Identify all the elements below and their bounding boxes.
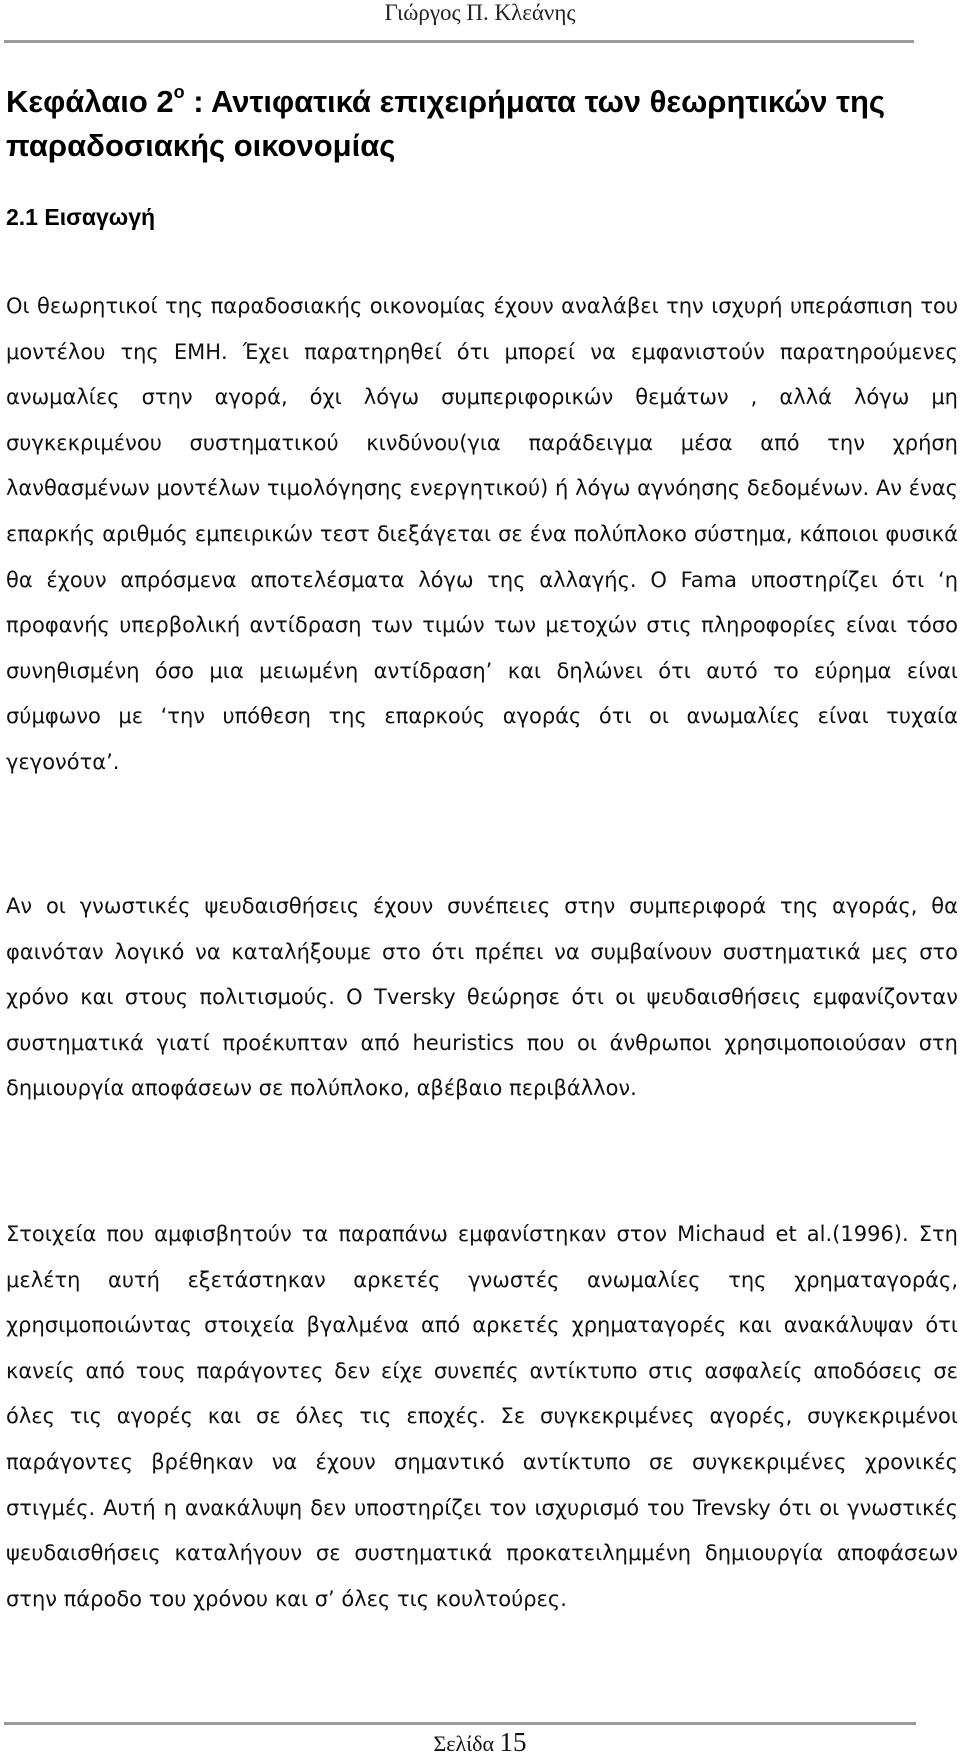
page-number: 15 <box>499 1727 527 1757</box>
running-header-author: Γιώργος Π. Κλεάνης <box>384 0 576 25</box>
chapter-title <box>6 80 916 168</box>
chapter-number-superscript: ο <box>173 82 185 102</box>
chapter-title-text: : Αντιφατικά επιχειρήματα των θεωρητικών της παραδοσιακής οικονομίας <box>6 84 886 163</box>
header-divider <box>4 40 914 43</box>
page-label: Σελίδα <box>433 1731 495 1756</box>
body-paragraph-2: Αν οι γνωστικές ψευδαισθήσεις έχουν συνέπειες στην συμπεριφορά της αγοράς, θα φαινόταν λογικό να καταλήξουμε στο ότι πρέπει να συμβαίνουν συστηματικά μες στο χρόνο και στους πολιτισμούς. Ο Tversky θεώρησε ότι οι ψευδαισθήσεις εμφανίζονταν συστηματικά γιατί προέκυπταν από heuristics που οι άνθρωποι χρησιμοποιούσαν στη δημιουργία αποφάσεων σε πολύπλοκο, αβέβαιο περιβάλλον. <box>6 894 958 1101</box>
chapter-title-prefix: Κεφάλαιο 2 <box>6 84 174 119</box>
footer-divider <box>4 1722 916 1725</box>
body-paragraph-3: Στοιχεία που αμφισβητούν τα παραπάνω εμφανίστηκαν στον Michaud et al.(1996). Στη μελέτη αυτή εξετάστηκαν αρκετές γνωστές ανωμαλίες της χρηματαγοράς, χρησιμοποιώντας στοιχεία βγαλμένα από αρκετές χρηματαγορές και ανακάλυψαν ότι κανείς από τους παράγοντες δεν είχε συνεπές αντίκτυπο στις ασφαλείς αποδόσεις σε όλες τις αγορές και σε όλες τις εποχές. Σε συγκεκριμένες αγορές, συγκεκριμένοι παράγοντες βρέθηκαν να έχουν σημαντικό αντίκτυπο σε συγκεκριμένες χρονικές στιγμές. Αυτή η ανακάλυψη δεν υποστηρίζει τον ισχυρισμό του Trevsky ότι οι γνωστικές ψευδαισθήσεις καταλήγουν σε συστηματικά προκατειλημμένη δημιουργία αποφάσεων στην πάροδο του χρόνου και σ’ όλες τις κουλτούρες. <box>6 1222 958 1611</box>
section-title: 2.1 Εισαγωγή <box>6 204 156 230</box>
body-paragraph-1: Οι θεωρητικοί της παραδοσιακής οικονομίας έχουν αναλάβει την ισχυρή υπεράσπιση του μοντέλου της ΕΜΗ. Έχει παρατηρηθεί ότι μπορεί να εμφανιστούν παρατηρούμενες ανωμαλίες στην αγορά, όχι λόγω συμπεριφορικών θεμάτων , αλλά λόγω μη συγκεκριμένου συστηματικού κινδύνου(για παράδειγμα μέσα από την χρήση λανθασμένων μοντέλων τιμολόγησης ενεργητικού) ή λόγω αγνόησης δεδομένων. Αν ένας επαρκής αριθμός εμπειρικών τεστ διεξάγεται σε ένα πολύπλοκο σύστημα, κάποιοι φυσικά θα έχουν απρόσμενα αποτελέσματα λόγω της αλλαγής. Ο Fama υποστηρίζει ότι ‘η προφανής υπερβολική αντίδραση των τιμών των μετοχών στις πληροφορίες είναι τόσο συνηθισμένη όσο μια μειωμένη αντίδραση’ και δηλώνει ότι αυτό το εύρημα είναι σύμφωνο με ‘την υπόθεση της επαρκούς αγοράς ότι οι ανωμαλίες είναι τυχαία γεγονότα’. <box>6 294 958 774</box>
page-footer <box>0 1726 960 1760</box>
